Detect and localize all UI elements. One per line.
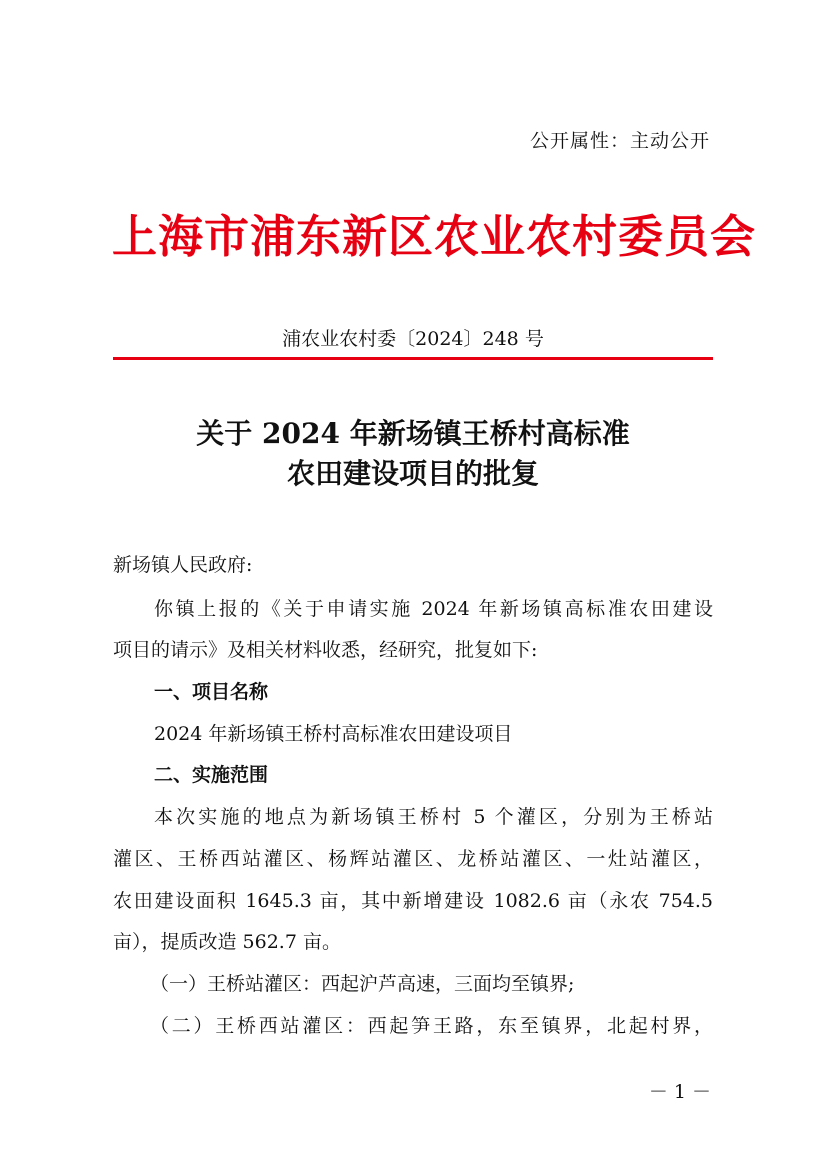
red-divider-line <box>113 357 713 360</box>
scope-item-2: （二）王桥西站灌区：西起笋王路，东至镇界，北起村界， <box>150 1015 713 1037</box>
page-number: － 1 － <box>648 1081 711 1103</box>
disclosure-label: 公开属性：主动公开 <box>529 130 710 152</box>
scope-paragraph-line: 亩），提质改造 562.7 亩。 <box>113 931 341 953</box>
section-heading-scope: 二、实施范围 <box>154 764 269 786</box>
document-number: 浦农业农村委〔2024〕248 号 <box>282 328 544 350</box>
project-name-text: 2024 年新场镇王桥村高标准农田建设项目 <box>154 723 513 745</box>
salutation: 新场镇人民政府: <box>113 554 253 576</box>
scope-paragraph-line: 农田建设面积 1645.3 亩，其中新增建设 1082.6 亩（永农 754.5 <box>113 890 713 912</box>
section-heading-project-name: 一、项目名称 <box>154 681 269 703</box>
scope-paragraph-line: 本次实施的地点为新场镇王桥村 5 个灌区，分别为王桥站 <box>154 806 713 828</box>
scope-paragraph-line: 灌区、王桥西站灌区、杨辉站灌区、龙桥站灌区、一灶站灌区， <box>113 848 713 870</box>
document-title-line1: 关于 2024 年新场镇王桥村高标准 <box>196 417 630 450</box>
document-title-line2: 农田建设项目的批复 <box>286 457 539 490</box>
intro-paragraph-line: 项目的请示》及相关材料收悉，经研究，批复如下: <box>113 639 538 661</box>
scope-item-1: （一）王桥站灌区：西起沪芦高速，三面均至镇界; <box>150 973 575 995</box>
intro-paragraph-line: 你镇上报的《关于申请实施 2024 年新场镇高标准农田建设 <box>154 598 713 620</box>
agency-name: 上海市浦东新区农业农村委员会 <box>112 210 757 263</box>
